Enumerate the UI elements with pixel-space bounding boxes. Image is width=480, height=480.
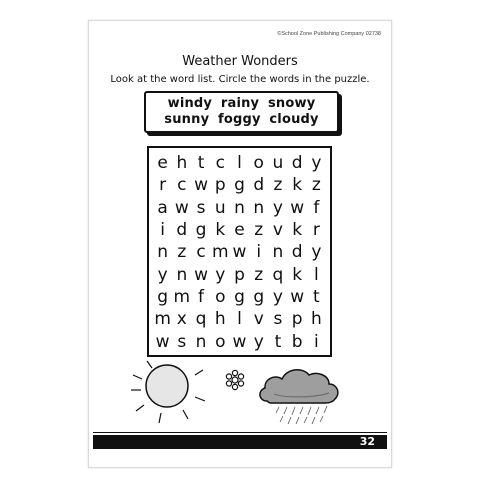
puzzle-letter: n xyxy=(176,264,188,285)
puzzle-letter: m xyxy=(173,287,191,308)
puzzle-letter: m xyxy=(154,309,171,330)
puzzle-letter: k xyxy=(292,220,303,241)
puzzle-letter: w xyxy=(290,197,305,218)
puzzle-letter: e xyxy=(157,153,168,174)
puzzle-letter: c xyxy=(215,153,225,174)
puzzle-letter: q xyxy=(195,309,207,330)
puzzle-letter: y xyxy=(253,331,264,352)
puzzle-letter: s xyxy=(273,309,283,330)
puzzle-letter: f xyxy=(198,287,205,308)
puzzle-letter: u xyxy=(272,153,284,174)
puzzle-letter: n xyxy=(253,197,265,218)
page-title: Weather Wonders xyxy=(182,54,298,69)
sun-icon xyxy=(131,361,205,423)
puzzle-letter: l xyxy=(314,264,319,285)
puzzle-letter: n xyxy=(195,331,207,352)
word-sunny: sunny xyxy=(164,112,210,127)
puzzle-letter: o xyxy=(253,153,264,174)
puzzle-letter: y xyxy=(215,264,226,285)
footer-rule xyxy=(93,432,387,433)
word-search-grid xyxy=(147,146,332,357)
puzzle-letter: d xyxy=(253,175,265,196)
puzzle-letter: g xyxy=(195,220,207,241)
puzzle-letter: d xyxy=(291,242,303,263)
puzzle-letter: n xyxy=(272,242,284,263)
puzzle-letter: r xyxy=(312,220,320,241)
puzzle-letter: y xyxy=(157,264,168,285)
puzzle-letter: p xyxy=(214,175,226,196)
puzzle-letter: a xyxy=(157,197,168,218)
footer-bar xyxy=(93,435,387,449)
puzzle-letter: d xyxy=(176,220,188,241)
weather-illustrations xyxy=(89,353,391,433)
puzzle-letter: i xyxy=(256,242,262,263)
rain-cloud-icon xyxy=(260,370,338,424)
puzzle-letter: z xyxy=(254,220,264,241)
puzzle-letter: w xyxy=(194,264,208,285)
puzzle-letter: z xyxy=(311,175,321,196)
puzzle-letter: t xyxy=(313,287,320,308)
page-number: 32 xyxy=(359,435,375,448)
puzzle-letter: y xyxy=(311,242,322,263)
puzzle-letter: h xyxy=(310,309,322,330)
word-foggy: foggy xyxy=(217,112,261,127)
puzzle-letter: i xyxy=(160,220,165,241)
puzzle-letter: i xyxy=(314,331,319,352)
puzzle-letter: k xyxy=(292,175,303,196)
puzzle-letter: g xyxy=(253,287,265,308)
puzzle-letter: n xyxy=(234,197,245,218)
copyright-text: ©School Zone Publishing Company 02738 xyxy=(277,31,381,37)
puzzle-letter: o xyxy=(215,287,226,308)
word-cloudy: cloudy xyxy=(269,112,319,127)
puzzle-letter: g xyxy=(234,287,245,308)
puzzle-letter: p xyxy=(291,309,303,330)
puzzle-letter: l xyxy=(237,309,242,330)
puzzle-letter: z xyxy=(273,175,283,196)
puzzle-letter: r xyxy=(159,175,167,196)
puzzle-letter: l xyxy=(237,153,242,174)
snowflake-icon xyxy=(226,370,243,389)
puzzle-letter: y xyxy=(272,197,283,218)
puzzle-letter: k xyxy=(292,264,303,285)
puzzle-letter: y xyxy=(272,287,283,308)
puzzle-letter: w xyxy=(174,197,189,218)
puzzle-letter: x xyxy=(176,309,187,330)
word-rainy: rainy xyxy=(220,96,260,111)
word-windy: windy xyxy=(167,96,213,111)
puzzle-letter: g xyxy=(234,175,245,196)
puzzle-letter: s xyxy=(196,197,206,218)
instructions-text: Look at the word list. Circle the words in the puzzle. xyxy=(110,74,370,85)
puzzle-letter: w xyxy=(155,331,170,352)
puzzle-letter: m xyxy=(211,242,229,263)
word-list-box xyxy=(144,91,339,133)
puzzle-letter: t xyxy=(274,331,282,352)
puzzle-letter: h xyxy=(176,153,188,174)
puzzle-letter: e xyxy=(234,220,245,241)
puzzle-letter: o xyxy=(215,331,226,352)
puzzle-letter: u xyxy=(214,197,226,218)
puzzle-letter: b xyxy=(291,331,303,352)
workbook-page xyxy=(88,20,392,468)
puzzle-letter: d xyxy=(291,153,303,174)
puzzle-letter: t xyxy=(197,153,205,174)
puzzle-letter: n xyxy=(157,242,168,263)
puzzle-letter: w xyxy=(232,242,247,263)
puzzle-letter: c xyxy=(177,175,187,196)
puzzle-letter: v xyxy=(272,220,283,241)
puzzle-letter: v xyxy=(253,309,264,330)
puzzle-letter: q xyxy=(272,264,284,285)
puzzle-letter: f xyxy=(313,197,320,218)
puzzle-letter: z xyxy=(177,242,187,263)
puzzle-letter: k xyxy=(215,220,226,241)
word-list-row-1 xyxy=(166,96,318,112)
puzzle-letter: w xyxy=(290,287,305,308)
puzzle-letter: p xyxy=(234,264,245,285)
word-list-row-2 xyxy=(162,112,320,128)
word-snowy: snowy xyxy=(267,96,316,111)
puzzle-letter: w xyxy=(194,175,208,196)
puzzle-letter: h xyxy=(214,309,226,330)
puzzle-letter: w xyxy=(232,331,247,352)
puzzle-letter: y xyxy=(311,153,322,174)
puzzle-letter: g xyxy=(157,287,168,308)
puzzle-letter: c xyxy=(196,242,206,263)
puzzle-letter: z xyxy=(254,264,264,285)
puzzle-letter: s xyxy=(177,331,187,352)
